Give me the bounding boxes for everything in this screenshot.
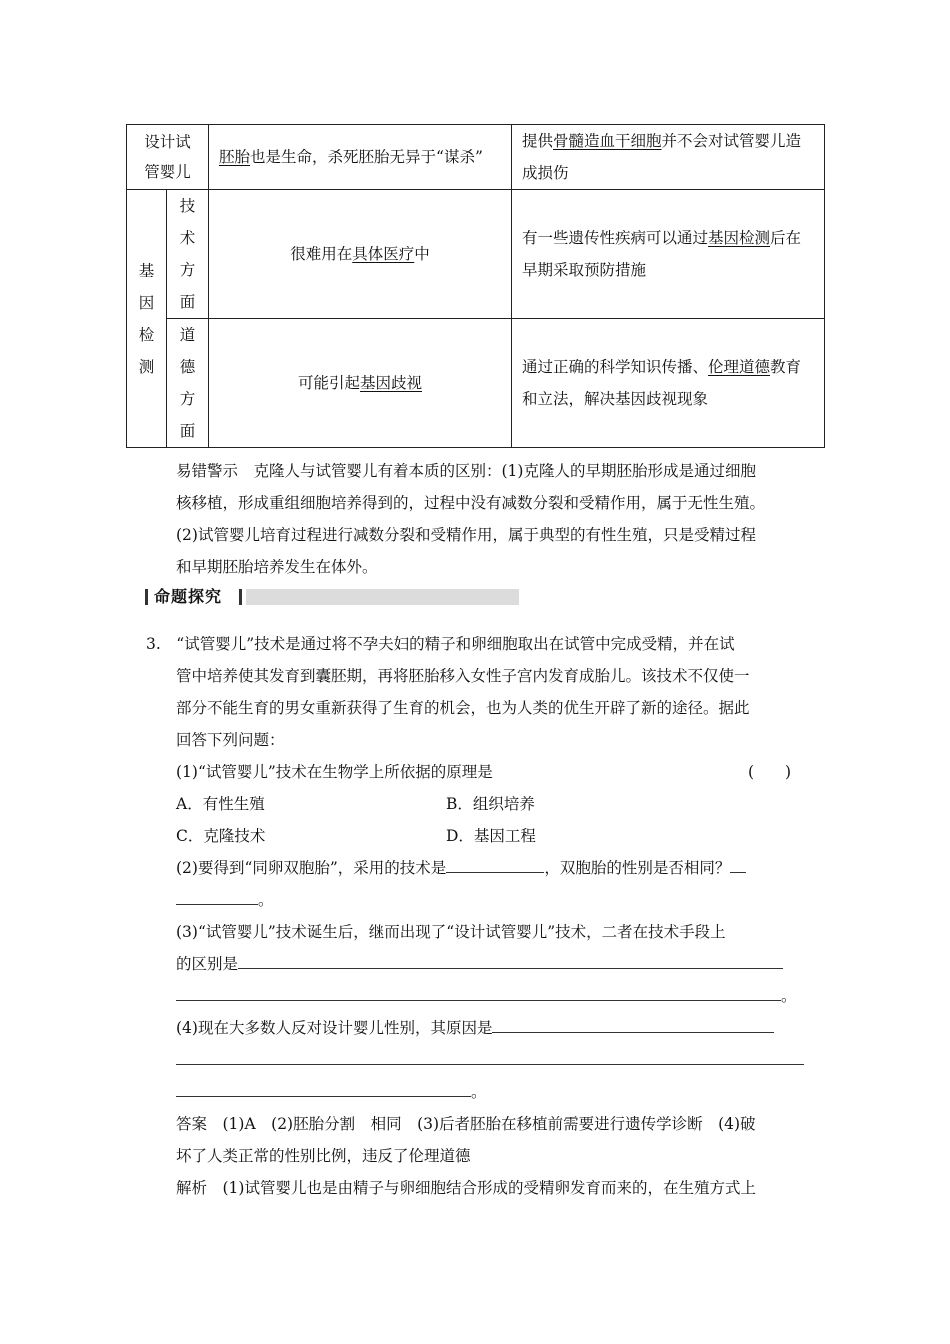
warning-line: 易错警示 克隆人与试管婴儿有着本质的区别：(1)克隆人的早期胚胎形成是通过细胞: [176, 462, 756, 480]
question-stem: 3. “试管婴儿”技术是通过将不孕夫妇的精子和卵细胞取出在试管中完成受精，并在试: [146, 635, 735, 653]
section-rule: [246, 589, 519, 605]
question-stem: 部分不能生育的男女重新获得了生育的机会，也为人类的优生开辟了新的途径。据此: [176, 699, 750, 717]
section-title: 命题探究: [154, 587, 223, 606]
fill-blank[interactable]: [446, 856, 544, 873]
fill-blank[interactable]: [176, 1048, 804, 1065]
fill-blank[interactable]: [176, 888, 258, 905]
question-stem: 管中培养使其发育到囊胚期，再将胚胎移入女性子宫内发育成胎儿。该技术不仅使一: [176, 667, 750, 685]
subquestion-2-cont: 。: [176, 884, 274, 916]
subquestion-1: (1)“试管婴儿”技术在生物学上所依据的原理是: [176, 763, 493, 781]
answer-parentheses: ( ): [748, 763, 792, 781]
warning-line: 和早期胚胎培养发生在体外。: [176, 558, 378, 576]
fill-blank[interactable]: [176, 1080, 471, 1097]
fill-blank[interactable]: [176, 984, 781, 1001]
row-gene-tech: [127, 190, 825, 319]
section-bar-left: [145, 589, 148, 605]
subquestion-3-cont: 的区别是: [176, 948, 783, 980]
fill-blank[interactable]: [730, 856, 746, 873]
subquestion-3: (3)“试管婴儿”技术诞生后，继而出现了“设计试管婴儿”技术，二者在技术手段上: [176, 923, 726, 941]
subquestion-4-cont: [176, 1044, 804, 1076]
sub-label-ethics: 道德方面: [167, 319, 209, 448]
comparison-table: [126, 124, 825, 448]
row-gene-ethics: [127, 319, 825, 448]
subquestion-2: (2)要得到“同卵双胞胎”，采用的技术是 ，双胞胎的性别是否相同？: [176, 852, 746, 884]
option-a: A．有性生殖: [176, 795, 265, 813]
row-designer-baby: [127, 125, 825, 190]
row-label-gene-testing: 基因检测: [127, 190, 167, 448]
analysis-line: 解析 (1)试管婴儿也是由精子与卵细胞结合形成的受精卵发育而来的，在生殖方式上: [176, 1179, 756, 1197]
fill-blank[interactable]: [238, 952, 783, 969]
cell-ethics-pro: 通过正确的科学知识传播、伦理道德教育和立法，解决基因歧视现象: [512, 319, 825, 448]
subquestion-3-cont: 。: [176, 980, 797, 1012]
section-header: [145, 588, 519, 606]
warning-line: 核移植，形成重组细胞培养得到的，过程中没有减数分裂和受精作用，属于无性生殖。: [176, 494, 766, 512]
section-bar-right: [239, 589, 242, 605]
subquestion-4: (4)现在大多数人反对设计婴儿性别，其原因是: [176, 1012, 774, 1044]
option-c: C．克隆技术: [176, 827, 266, 845]
cell-tech-con: 很难用在具体医疗中: [209, 190, 512, 319]
sub-label-tech: 技术方面: [167, 190, 209, 319]
cell-ethics-con: 可能引起基因歧视: [209, 319, 512, 448]
cell-tech-pro: 有一些遗传性疾病可以通过基因检测后在早期采取预防措施: [512, 190, 825, 319]
answer-line: 坏了人类正常的性别比例，违反了伦理道德: [176, 1147, 471, 1165]
subquestion-4-cont: 。: [176, 1076, 487, 1108]
option-d: D．基因工程: [446, 827, 536, 845]
question-stem: 回答下列问题：: [176, 731, 285, 749]
fill-blank[interactable]: [492, 1016, 774, 1033]
row-label-designer-baby: 设计试管婴儿: [127, 125, 209, 190]
cell-designer-baby-pro: 提供骨髓造血干细胞并不会对试管婴儿造成损伤: [512, 125, 825, 190]
cell-designer-baby-con: 胚胎也是生命，杀死胚胎无异于“谋杀”: [209, 125, 512, 190]
answer-line: 答案 (1)A (2)胚胎分割 相同 (3)后者胚胎在移植前需要进行遗传学诊断 (4)破: [176, 1115, 756, 1133]
warning-line: (2)试管婴儿培育过程进行减数分裂和受精作用，属于典型的有性生殖，只是受精过程: [176, 526, 756, 544]
option-b: B．组织培养: [446, 795, 535, 813]
